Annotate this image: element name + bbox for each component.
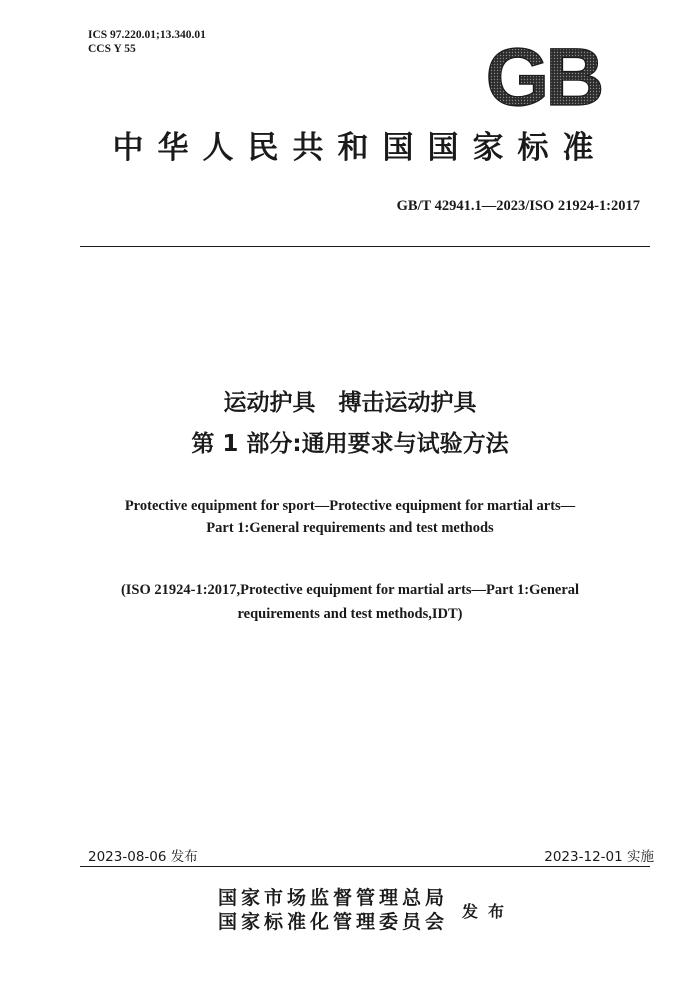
- english-title-line-1: Protective equipment for sport—Protective equipment for martial arts—: [124, 498, 576, 514]
- ccs-code: CCS Y 55: [88, 43, 136, 55]
- publisher-sac: 国家标准化管理委员会: [218, 911, 449, 933]
- standard-type-title: 中华人民共和国国家标准: [112, 130, 608, 166]
- chinese-title-line-2: 第 1 部分:通用要求与试验方法: [191, 431, 509, 457]
- iso-identity-line-2: requirements and test methods,IDT): [237, 606, 463, 622]
- standard-number: GB/T 42941.1—2023/ISO 21924-1:2017: [396, 198, 640, 214]
- gb-logo-text: GB: [485, 42, 601, 112]
- issue-date: 2023-08-06 发布: [88, 849, 198, 865]
- footer-divider: [80, 866, 650, 867]
- chinese-title-line-1: 运动护具 搏击运动护具: [223, 390, 477, 416]
- publish-label: 发布: [462, 902, 515, 921]
- gb-logo: [472, 42, 614, 112]
- english-title-line-2: Part 1:General requirements and test methods: [206, 520, 494, 536]
- classification-codes: [88, 28, 206, 56]
- header-divider: [80, 246, 650, 247]
- iso-identity-line-1: (ISO 21924-1:2017,Protective equipment for martial arts—Part 1:General: [120, 582, 580, 598]
- implementation-date: 2023-12-01 实施: [544, 849, 654, 865]
- ics-code: ICS 97.220.01;13.340.01: [88, 29, 206, 41]
- publisher-block: [218, 886, 448, 934]
- publisher-samr: 国家市场监督管理总局: [218, 887, 449, 909]
